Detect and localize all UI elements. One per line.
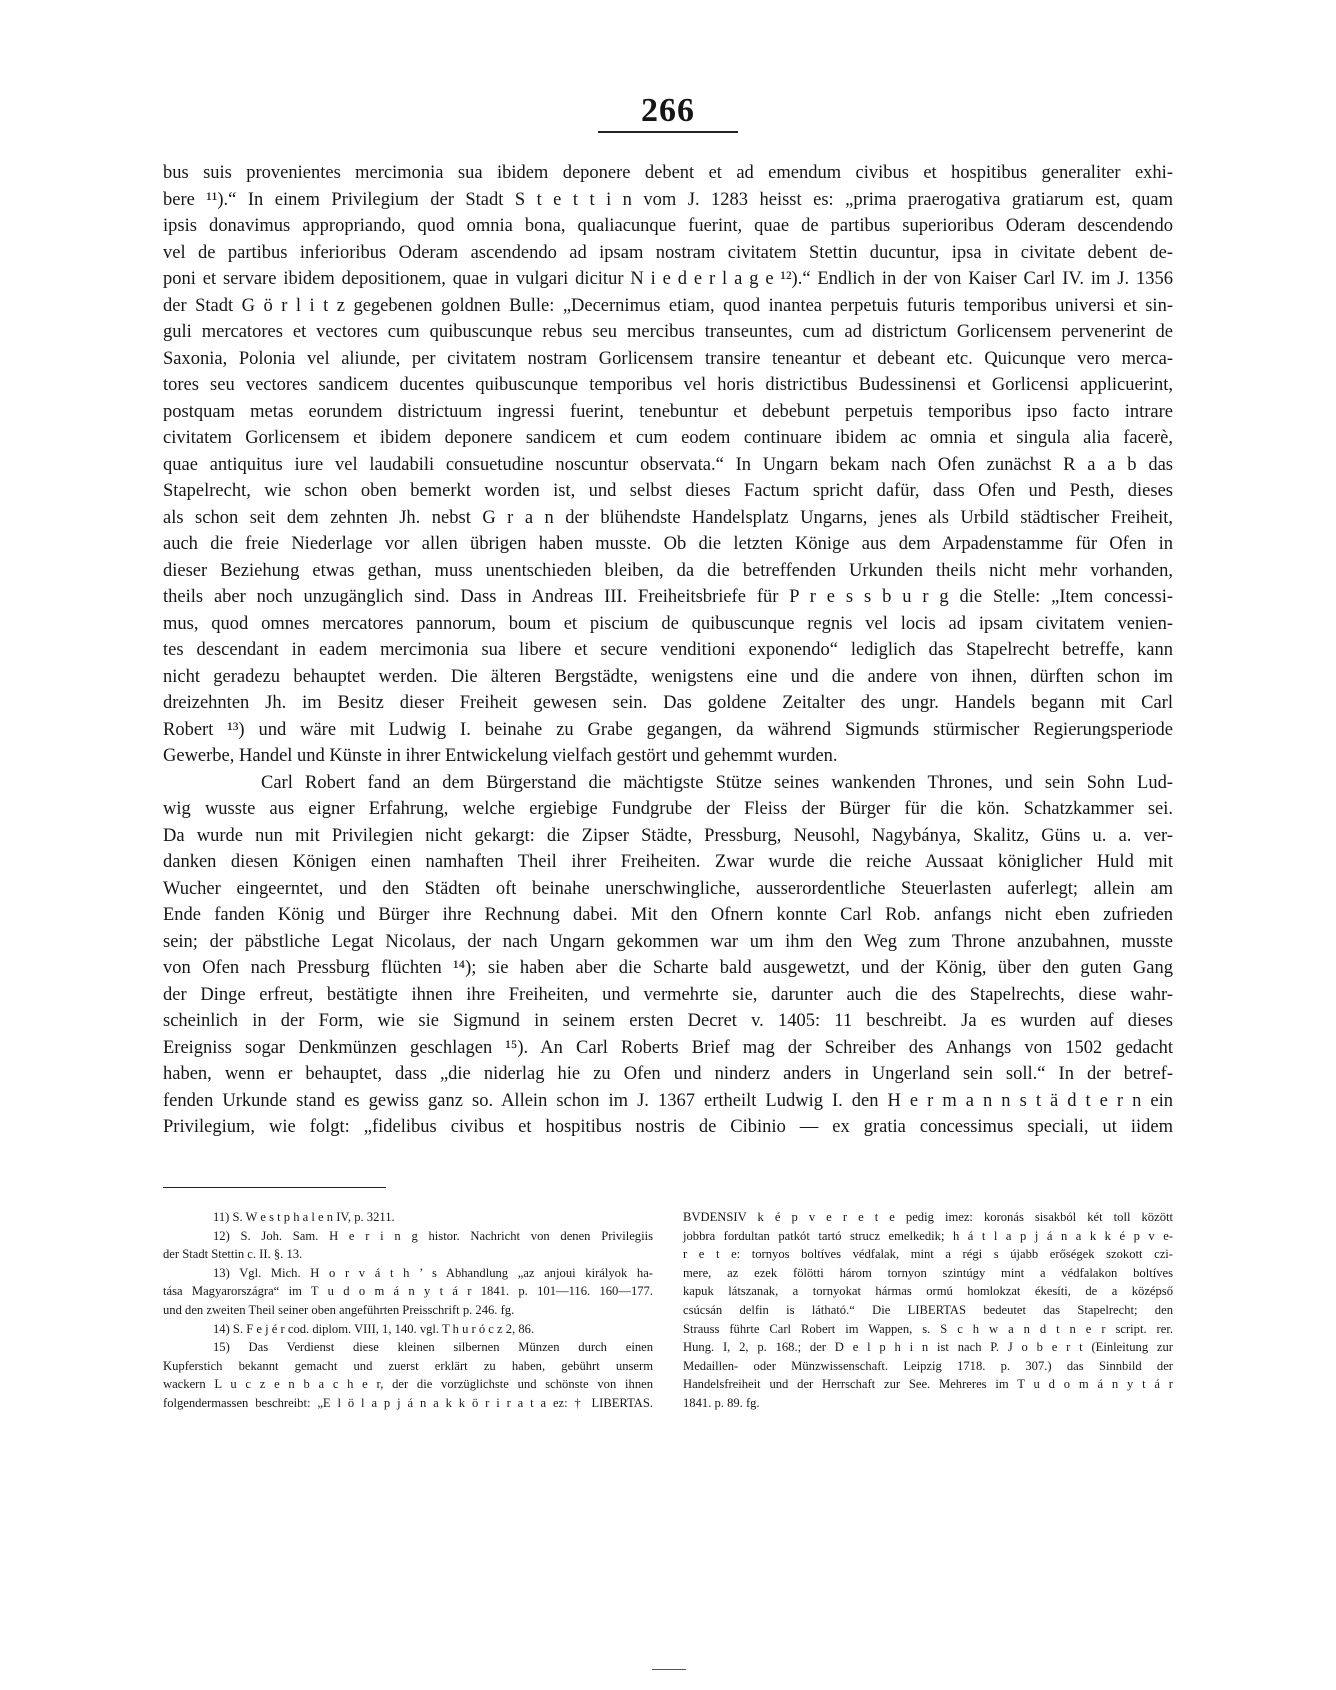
text-line: postquam metas eorundem districtuum ingressi fuerint, tenebuntur et debebunt perpetuis temporibus ipso facto intrare bbox=[163, 401, 1173, 422]
text-line: von Ofen nach Pressburg flüchten ¹⁴); sie haben aber die Scharte bald ausgewetzt, und der König, über den guten Gang bbox=[163, 958, 1173, 978]
text-line: Stapelrecht, wie schon oben bemerkt worden ist, und selbst dieses Factum spricht dafür, dass Ofen und Pesth, dieses bbox=[163, 481, 1173, 501]
footnote-separator bbox=[163, 1187, 386, 1188]
text-line: scheinlich in der Form, wie sie Sigmund in seinem ersten Decret v. 1405: 11 beschreibt. Ja es wurden auf dieses bbox=[163, 1011, 1173, 1031]
text-line: bus suis provenientes mercimonia sua ibidem deponere debent et ad emendum civibus et hospitibus generaliter exhi- bbox=[163, 163, 1173, 183]
footnote-line: csúcsán delfin is látható.“ Die LIBERTAS bedeutet das Stapelrecht; den bbox=[683, 1302, 1173, 1317]
text-line: tores seu vectores sandicem ducentes quibuscunque temporibus vel horis districtibus Budessinensi et Gorlicensi applicuerint, bbox=[163, 375, 1173, 395]
footnote-13: 13) Vgl. Mich. H o r v á t h ’ s Abhandlung „az anjoui királyok ha- bbox=[213, 1265, 653, 1280]
page-number: 266 bbox=[641, 92, 695, 129]
text-line: fenden Urkunde stand es gewiss ganz so. Allein schon im J. 1367 ertheilt Ludwig I. den H e r m a n n s t ä d t e r n ein bbox=[163, 1090, 1173, 1111]
footnotes-right-column bbox=[683, 1208, 1173, 1413]
footnote-line: tása Magyarországra“ im T u d o m á n y t á r 1841. p. 101—116. 160—177. bbox=[163, 1284, 653, 1299]
footnote-line: mere, az ezek fölötti három tornyon szintúgy mint a védfalakon boltíves bbox=[683, 1265, 1173, 1280]
text-line: vel de partibus inferioribus Oderam ascendendo ad ipsam nostram civitatem Stettin ducuntur, ipsa in civitate debent de- bbox=[163, 242, 1173, 263]
text-line: Ereigniss sogar Denkmünzen geschlagen ¹⁵). An Carl Roberts Brief mag der Schreiber des Anhangs von 1502 gedacht bbox=[163, 1037, 1173, 1058]
footnote-line: Handelsfreiheit und der Herrschaft zur See. Mehreres im T u d o m á n y t á r bbox=[683, 1377, 1173, 1392]
text-line: Ende fanden König und Bürger ihre Rechnung dabei. Mit den Ofnern konnte Carl Rob. anfangs nicht eben zufrieden bbox=[163, 905, 1173, 925]
footnote-15: 15) Das Verdienst diese kleinen silbernen Münzen durch einen bbox=[213, 1340, 653, 1355]
footnote-line: folgendermassen beschreibt: „E l ö l a p j á n a k k ö r i r a t a ez: † LIBERTAS. bbox=[163, 1395, 653, 1410]
footnote-12: 12) S. Joh. Sam. H e r i n g histor. Nachricht von denen Privilegiis bbox=[213, 1228, 653, 1243]
text-line: dieser Beziehung etwas gethan, muss unentschieden bleiben, da die betreffenden Urkunden theils nicht mehr vorhanden, bbox=[163, 560, 1173, 581]
text-line: bere ¹¹).“ In einem Privilegium der Stadt S t e t t i n vom J. 1283 heisst es: „prima praerogativa gratiarum est, quam bbox=[163, 189, 1173, 210]
paragraph-start-line: Carl Robert fand an dem Bürgerstand die mächtigste Stütze seines wankenden Thrones, und sein Sohn Lud- bbox=[261, 772, 1173, 793]
footnote-line: kapuk látszanak, a tornyokat hármas ormú homlokzat ékesíti, de a középső bbox=[683, 1284, 1173, 1299]
page-number-rule bbox=[598, 131, 738, 133]
text-line: der Dinge erfreut, bestätigte ihnen ihre Freiheiten, und vermehrte sie, darunter auch die des Stapelrechts, diese wahr- bbox=[163, 984, 1173, 1005]
text-line: quae antiquitus iure vel laudabili consuetudine noscuntur observata.“ In Ungarn bekam nach Ofen zunächst R a a b das bbox=[163, 454, 1173, 475]
text-line: Da wurde nun mit Privilegien nicht gekargt: die Zipser Städte, Pressburg, Neusohl, Nagybánya, Skalitz, Güns u. a. ver- bbox=[163, 825, 1173, 846]
text-line: sein; der päbstliche Legat Nicolaus, der nach Ungarn gekommen war um ihm den Weg zum Throne anzubahnen, musste bbox=[163, 931, 1173, 952]
footnote-line: Strauss führte Carl Robert im Wappen, s. S c h w a n d t n e r script. rer. bbox=[683, 1321, 1173, 1336]
body-text bbox=[163, 160, 1173, 1141]
footnote-line: Kupferstich bekannt gemacht und zuerst erklärt zu haben, gebührt unserm bbox=[163, 1358, 653, 1373]
footnote-line: jobbra fordultan patkót tartó strucz emelkedik; h á t l a p j á n a k k é p v e- bbox=[683, 1228, 1173, 1243]
text-line: danken diesen Königen einen namhaften Theil ihrer Freiheiten. Zwar wurde die reiche Aussaat königlicher Huld mit bbox=[163, 852, 1173, 872]
text-line: Robert ¹³) und wäre mit Ludwig I. beinahe zu Grabe gegangen, da während Sigmunds stürmischer Regierungsperiode bbox=[163, 719, 1173, 740]
text-line: ipsis donavimus appropriando, quod omnia bona, qualiacunque fuerint, quae de partibus superioribus Oderam descendendo bbox=[163, 216, 1173, 236]
text-line: theils aber noch unzugänglich sind. Dass in Andreas III. Freiheitsbriefe für P r e s s b u r g die Stelle: „Item concessi- bbox=[163, 587, 1173, 607]
footnotes-left-column bbox=[163, 1208, 653, 1413]
footnote-line: wackern L u c z e n b a c h e r, der die vorzüglichste und schönste von ihnen bbox=[163, 1377, 653, 1392]
footnote-line: der Stadt Stettin c. II. §. 13. bbox=[163, 1247, 303, 1262]
text-line: guli mercatores et vectores cum quibuscunque rebus seu mercibus transeuntes, cum ad districtum Gorlicensem pervenerint de bbox=[163, 322, 1173, 342]
footnote-line: 1841. p. 89. fg. bbox=[683, 1395, 760, 1410]
footnote-line: BVDENSIV k é p v e r e t e pedig imez: koronás sisakból két toll között bbox=[683, 1210, 1173, 1224]
footnote-line: Hung. I, 2, p. 168.; der D e l p h i n ist nach P. J o b e r t (Einleitung zur bbox=[683, 1340, 1173, 1355]
text-line: Privilegium, wie folgt: „fidelibus civibus et hospitibus nostris de Cibinio — ex gratia concessimus speciali, ut iidem bbox=[163, 1117, 1173, 1137]
text-line: Saxonia, Polonia vel aliunde, per civitatem nostram Gorlicensem transire teneantur et debeant etc. Quicunque vero merca- bbox=[163, 348, 1173, 369]
footnote-14: 14) S. F e j é r cod. diplom. VIII, 1, 140. vgl. T h u r ó c z 2, 86. bbox=[213, 1321, 535, 1336]
text-line: mus, quod omnes mercatores pannorum, boum et piscium de quibuscunque regnis vel locis ad ipsam civitatem venien- bbox=[163, 613, 1173, 634]
paragraph-end-line: Gewerbe, Handel und Künste in ihrer Entwickelung vielfach gestört und gehemmt wurden. bbox=[163, 746, 838, 766]
bottom-printer-mark bbox=[652, 1669, 686, 1670]
footnote-line: und den zweiten Theil seiner oben angeführten Preisschrift p. 246. fg. bbox=[163, 1302, 515, 1317]
footnote-line: Medaillen- oder Münzwissenschaft. Leipzig 1718. p. 307.) das Sinnbild der bbox=[683, 1358, 1173, 1373]
footnote-line: r e t e: tornyos boltíves védfalak, mint a régi s újabb erőségek szokott czi- bbox=[683, 1247, 1173, 1262]
footnote-11: 11) S. W e s t p h a l e n IV, p. 3211. bbox=[213, 1210, 395, 1224]
text-line: auch die freie Niederlage vor allen übrigen haben musste. Ob die letzten Könige aus dem Arpadenstamme für Ofen in bbox=[163, 534, 1173, 554]
text-line: poni et servare ibidem depositionem, quae in vulgari dicitur N i e d e r l a g e ¹²).“ Endlich in der von Kaiser Carl IV. im J. 1356 bbox=[163, 269, 1173, 289]
text-line: Wucher eingeerntet, und den Städten oft beinahe unerschwingliche, ausserordentliche Steuerlasten auferlegt; allein am bbox=[163, 878, 1173, 899]
text-line: dreizehnten Jh. im Besitz dieser Freiheit gewesen sein. Das goldene Zeitalter des ungr. Handels begann mit Carl bbox=[163, 693, 1173, 713]
text-line: haben, wenn er behauptet, dass „die niderlag hie zu Ofen und ninderz anders in Ungerland sein soll.“ In der betref- bbox=[163, 1064, 1173, 1084]
text-line: nicht geradezu behauptet werden. Die älteren Bergstädte, wenigstens eine und die andere von ihnen, dürften schon im bbox=[163, 666, 1173, 687]
text-line: der Stadt G ö r l i t z gegebenen goldnen Bulle: „Decernimus etiam, quod inantea perpetuis futuris temporibus universi et sin- bbox=[163, 295, 1173, 316]
text-line: civitatem Gorlicensem et ibidem deponere sandicem et cum eodem continuare ibidem ac omnia et singula alia facerè, bbox=[163, 428, 1173, 448]
text-line: als schon seit dem zehnten Jh. nebst G r a n der blühendste Handelsplatz Ungarns, jenes als Urbild städtischer Freiheit, bbox=[163, 507, 1173, 528]
text-line: wig wusste aus eigner Erfahrung, welche ergiebige Fundgrube der Fleiss der Bürger für die kön. Schatzkammer sei. bbox=[163, 799, 1173, 819]
text-line: tes descendant in eadem mercimonia sua libere et secure venditioni exponendo“ lediglich das Stapelrecht betreffe, kann bbox=[163, 640, 1173, 660]
